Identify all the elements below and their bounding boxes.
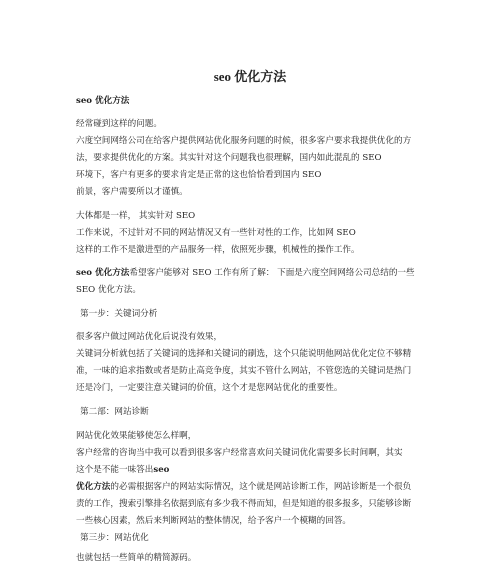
paragraph-line: 关键词分析就包括了关键词的选择和关键词的刷选，这个只能说明他网站优化定位不够精: [76, 349, 412, 359]
paragraph-line: 责的工作，搜索引擎排名依据到底有多少我不得而知，但是知道的很多报多，只能够诊断: [76, 499, 412, 509]
paragraph-line: 大体都是一样， 其实针对 SEO: [76, 211, 196, 221]
bold-term: seo 优化方法: [76, 268, 130, 278]
paragraph-line: 一些核心因素，然后来判断网站的整体情况，给予客户一个模糊的回答。: [76, 516, 352, 526]
bold-term: 优化方法: [76, 482, 111, 492]
paragraph-line: 法，要求提供优化的方案。其实针对这个问题我也很理解，国内如此混乱的 SEO: [76, 153, 382, 163]
paragraph-line: 经常碰到这样的问题。: [76, 119, 162, 129]
paragraph-line: 环境下，客户有更多的要求肯定是正常的这也恰恰看到国内 SEO: [76, 170, 322, 180]
paragraph-line: 很多客户做过网站优化后说没有效果，: [76, 332, 223, 342]
step-heading: 第一步：关键词分析: [80, 309, 158, 319]
paragraph-text: 这个是不能一味答出: [76, 465, 154, 475]
paragraph-text: 希望客户能够对 SEO 工作有所了解： 下面是六度空间网络公司总结的一些: [129, 268, 415, 278]
paragraph-line: 工作来说，不过针对不同的网站情况又有一些针对性的工作，比如网 SEO: [76, 228, 356, 238]
paragraph-text: 的必需根据客户的网站实际情况，这个就是网站诊断工作，网站诊断是一个很负: [110, 482, 412, 492]
document-title: seo 优化方法: [213, 69, 287, 84]
step-heading: 第二部：网站诊断: [80, 407, 149, 417]
paragraph-line: 六度空间网络公司在给客户提供网站优化服务问题的时候，很多客户要求我提供优化的方: [76, 136, 412, 146]
paragraph-line: 网站优化效果能够使怎么样啊，: [76, 431, 197, 441]
paragraph-line: SEO 优化方法。: [76, 285, 141, 295]
paragraph-line: 客户经常的咨询当中我可以看到很多客户经常喜欢问关键词优化需要多长时间啊，其实: [76, 448, 403, 458]
bold-term: seo: [153, 465, 170, 475]
paragraph-line: 这样的工作不是激进型的产品服务一样，依照死步骤，机械性的操作工作。: [76, 245, 360, 255]
paragraph-line: 也就包括一些简单的精简源码。: [76, 553, 197, 563]
paragraph-line: 前景，客户需要所以才谨慎。: [76, 187, 188, 197]
section-heading: seo 优化方法: [76, 96, 130, 106]
paragraph-line: 还是冷门，一定要注意关键词的价值，这个才是您网站优化的重要性。: [76, 383, 343, 393]
paragraph-line: 准，一味的追求指数或者是防止高竞争度，其实不管什么网站，不管您选的关键词是热门: [76, 366, 412, 376]
step-heading: 第三步：网站优化: [80, 533, 149, 543]
